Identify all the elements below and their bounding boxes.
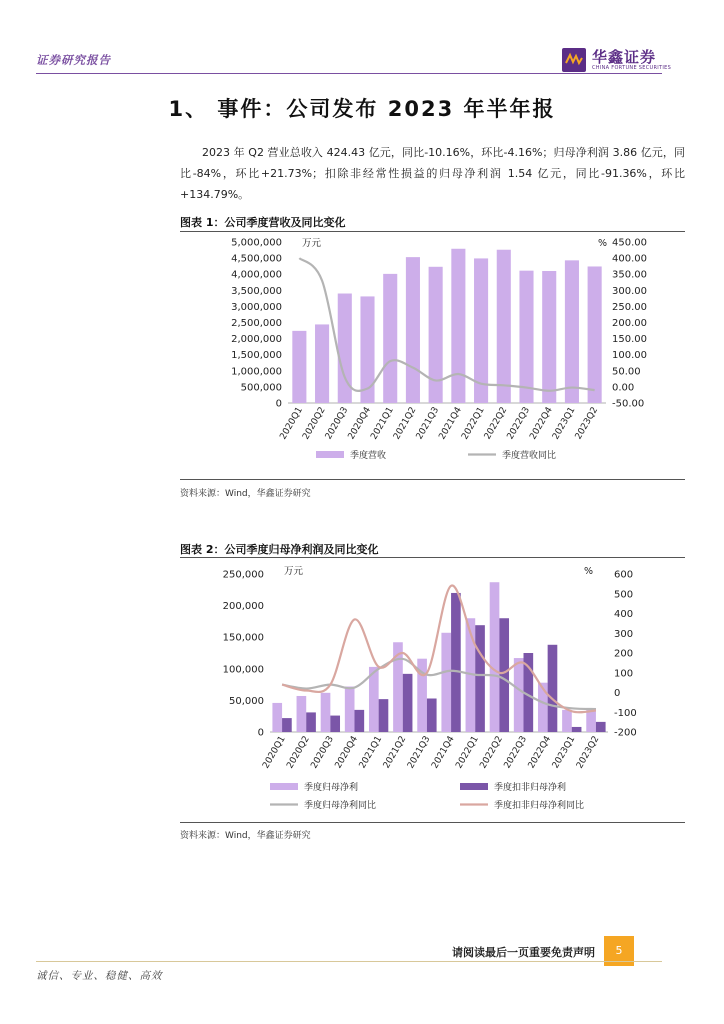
left-tick-label: 500,000 bbox=[240, 382, 282, 394]
left-unit-label: 万元 bbox=[284, 566, 304, 577]
logo-subtext: CHINA FORTUNE SECURITIES bbox=[592, 65, 672, 71]
bar bbox=[427, 699, 437, 732]
bar bbox=[565, 260, 579, 403]
legend-label: 季度营收 bbox=[350, 451, 387, 461]
x-tick-label: 2022Q2 bbox=[478, 734, 505, 771]
bar bbox=[272, 703, 282, 732]
left-tick-label: 1,500,000 bbox=[231, 350, 282, 362]
bar bbox=[542, 271, 556, 403]
right-tick-label: 100.00 bbox=[612, 350, 647, 362]
right-tick-label: 150.00 bbox=[612, 334, 647, 346]
x-tick-label: 2021Q3 bbox=[406, 734, 433, 771]
left-tick-label: 2,000,000 bbox=[231, 334, 282, 346]
x-tick-label: 2023Q2 bbox=[575, 734, 602, 771]
figure2-source: 资料来源：Wind，华鑫证券研究 bbox=[180, 831, 311, 841]
bar bbox=[497, 250, 511, 403]
legend-swatch bbox=[316, 451, 344, 458]
x-tick-label: 2021Q3 bbox=[414, 405, 442, 442]
left-tick-label: 50,000 bbox=[229, 695, 264, 707]
logo-mark-icon bbox=[562, 48, 586, 72]
x-tick-label: 2020Q2 bbox=[285, 734, 312, 771]
legend-label: 季度归母净利同比 bbox=[304, 801, 377, 811]
bar bbox=[499, 618, 509, 732]
right-tick-label: 400.00 bbox=[612, 253, 647, 265]
right-tick-label: -200 bbox=[614, 727, 637, 739]
x-tick-label: 2021Q4 bbox=[437, 405, 464, 442]
bar bbox=[403, 674, 413, 732]
x-tick-label: 2020Q2 bbox=[301, 405, 328, 442]
left-tick-label: 1,000,000 bbox=[231, 366, 282, 378]
footer-disclaimer: 请阅读最后一页重要免责声明 bbox=[452, 946, 595, 959]
legend-label: 季度营收同比 bbox=[502, 451, 557, 461]
company-logo bbox=[562, 46, 672, 76]
figure1-chart bbox=[180, 232, 685, 476]
bar bbox=[475, 625, 485, 732]
bar bbox=[406, 257, 420, 403]
legend-swatch bbox=[460, 783, 488, 790]
bar bbox=[306, 712, 316, 732]
footer-motto: 诚信、专业、稳健、高效 bbox=[36, 970, 163, 982]
bar bbox=[383, 274, 397, 403]
report-type-label: 证券研究报告 bbox=[36, 53, 111, 67]
bar bbox=[360, 296, 374, 403]
right-unit-label: % bbox=[584, 566, 594, 577]
bar bbox=[562, 710, 572, 732]
bar bbox=[514, 658, 524, 732]
right-tick-label: 200.00 bbox=[612, 318, 647, 329]
bar bbox=[355, 710, 365, 732]
x-tick-label: 2022Q2 bbox=[482, 405, 510, 442]
figure2-chart bbox=[180, 558, 685, 820]
x-tick-label: 2022Q1 bbox=[460, 405, 487, 442]
section-heading: 1、 事件：公司发布 2023 年半年报 bbox=[168, 97, 556, 121]
left-tick-label: 4,500,000 bbox=[231, 253, 282, 265]
figure1-source: 资料来源：Wind，华鑫证券研究 bbox=[180, 489, 311, 499]
page-number: 5 bbox=[604, 936, 634, 966]
right-unit-label: % bbox=[598, 238, 608, 249]
bar bbox=[330, 716, 340, 732]
left-unit-label: 万元 bbox=[302, 238, 322, 249]
x-tick-label: 2020Q1 bbox=[278, 405, 305, 442]
right-tick-label: 300 bbox=[614, 628, 634, 640]
bar bbox=[379, 699, 389, 732]
figure1-bottom-rule bbox=[180, 479, 685, 480]
legend-swatch bbox=[270, 783, 298, 790]
x-tick-label: 2021Q2 bbox=[381, 734, 409, 771]
left-tick-label: 100,000 bbox=[222, 664, 264, 676]
right-tick-label: 100 bbox=[614, 668, 634, 680]
right-tick-label: 300.00 bbox=[612, 285, 647, 297]
bar bbox=[315, 324, 329, 403]
left-tick-label: 3,000,000 bbox=[231, 301, 282, 313]
right-tick-label: 50.00 bbox=[612, 366, 641, 378]
left-tick-label: 0 bbox=[275, 398, 282, 410]
left-tick-label: 200,000 bbox=[222, 601, 264, 613]
bar bbox=[451, 593, 461, 732]
figure2-title: 图表 2：公司季度归母净利润及同比变化 bbox=[180, 543, 379, 556]
left-tick-label: 5,000,000 bbox=[231, 237, 282, 249]
right-tick-label: 0.00 bbox=[612, 382, 635, 394]
x-tick-label: 2020Q1 bbox=[261, 734, 288, 771]
bar bbox=[429, 267, 443, 403]
x-tick-label: 2022Q3 bbox=[505, 405, 533, 442]
x-tick-label: 2023Q1 bbox=[550, 734, 578, 771]
left-tick-label: 4,000,000 bbox=[231, 269, 282, 281]
right-tick-label: 0 bbox=[614, 688, 621, 699]
right-tick-label: -50.00 bbox=[612, 398, 645, 410]
right-tick-label: 200 bbox=[614, 648, 634, 660]
bar bbox=[572, 727, 582, 732]
right-tick-label: 250.00 bbox=[612, 301, 647, 313]
bar bbox=[321, 693, 331, 732]
header-divider bbox=[36, 73, 662, 74]
x-tick-label: 2022Q3 bbox=[502, 734, 530, 771]
right-tick-label: 400 bbox=[614, 609, 634, 620]
bar bbox=[588, 266, 602, 403]
right-tick-label: 600 bbox=[614, 569, 634, 581]
x-tick-label: 2020Q4 bbox=[333, 734, 361, 771]
left-tick-label: 250,000 bbox=[222, 569, 264, 581]
x-tick-label: 2020Q3 bbox=[309, 734, 336, 771]
legend-label: 季度扣非归母净利同比 bbox=[494, 801, 585, 811]
figure1-title: 图表 1：公司季度营收及同比变化 bbox=[180, 216, 346, 229]
right-tick-label: -100 bbox=[614, 707, 637, 719]
figure2-bottom-rule bbox=[180, 822, 685, 823]
bar bbox=[519, 271, 533, 403]
bar bbox=[282, 718, 292, 732]
left-tick-label: 150,000 bbox=[222, 632, 264, 644]
bar bbox=[441, 633, 451, 732]
bar bbox=[451, 249, 465, 403]
x-tick-label: 2022Q4 bbox=[526, 734, 554, 771]
bar bbox=[490, 582, 500, 732]
legend-label: 季度扣非归母净利 bbox=[494, 783, 567, 793]
left-tick-label: 3,500,000 bbox=[231, 285, 282, 297]
x-tick-label: 2020Q3 bbox=[323, 405, 351, 442]
bar bbox=[548, 645, 558, 732]
left-tick-label: 2,500,000 bbox=[231, 318, 282, 329]
legend-label: 季度归母净利 bbox=[304, 783, 359, 793]
bar bbox=[292, 331, 306, 403]
left-tick-label: 0 bbox=[257, 727, 264, 739]
x-tick-label: 2021Q4 bbox=[430, 734, 457, 771]
summary-paragraph: 2023 年 Q2 营业总收入 424.43 亿元，同比-10.16%，环比-4.16%；归母净利润 3.86 亿元，同比-84%，环比+21.73%；扣除非经常性损益的归母净利润 1.54 亿元，同比-91.36%，环比+134.79%。 bbox=[180, 146, 685, 201]
bar bbox=[596, 722, 606, 732]
logo-text: 华鑫证券 bbox=[592, 48, 657, 66]
footer-divider bbox=[36, 961, 662, 962]
x-tick-label: 2021Q1 bbox=[369, 405, 396, 442]
x-tick-label: 2023Q2 bbox=[573, 405, 601, 442]
right-tick-label: 450.00 bbox=[612, 237, 647, 249]
x-tick-label: 2020Q4 bbox=[346, 405, 374, 442]
x-tick-label: 2021Q1 bbox=[357, 734, 385, 771]
x-tick-label: 2022Q1 bbox=[454, 734, 481, 771]
right-tick-label: 500 bbox=[614, 589, 634, 601]
x-tick-label: 2022Q4 bbox=[528, 405, 555, 442]
x-tick-label: 2021Q2 bbox=[392, 405, 419, 442]
x-tick-label: 2023Q1 bbox=[551, 405, 578, 442]
right-tick-label: 350.00 bbox=[612, 269, 647, 281]
bar bbox=[297, 696, 307, 732]
bar bbox=[345, 686, 355, 732]
